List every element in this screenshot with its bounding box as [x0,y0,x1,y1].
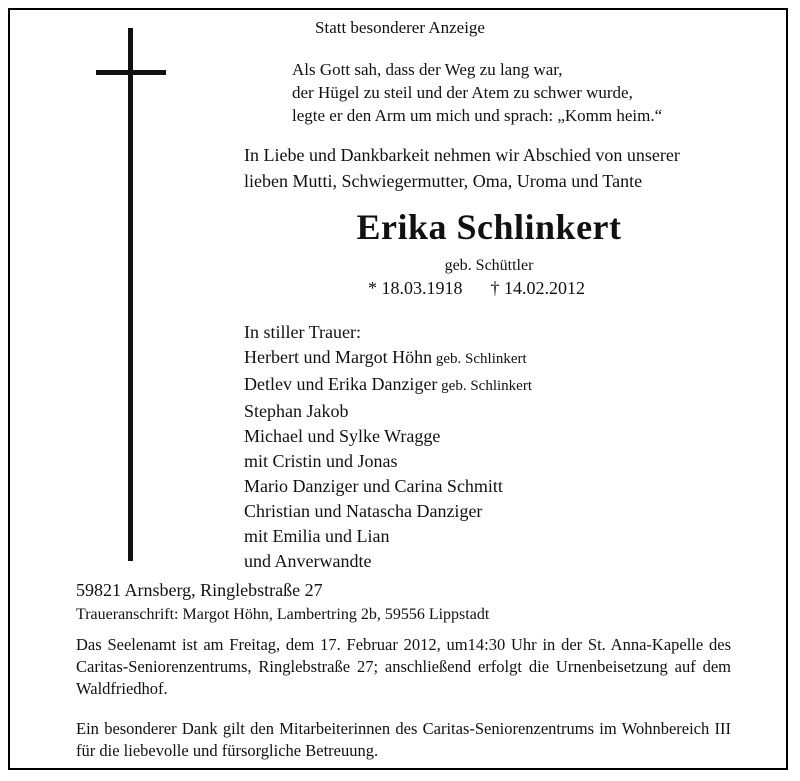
life-dates [368,278,585,299]
list-item: mit Emilia und Lian [244,526,390,546]
thanks-note: Ein besonderer Dank gilt den Mitarbeiterinnen des Caritas-Seniorenzentrums im Wohnbereich III für die liebevolle und fürsorgliche Betreuung. [76,719,731,760]
notice-heading: Statt besonderer Anzeige [315,18,485,37]
list-item: mit Cristin und Jonas [244,451,398,471]
maiden-name: geb. Schüttler [444,257,534,274]
poem-line: der Hügel zu steil und der Atem zu schwer wurde, [292,83,633,102]
list-item: Detlev und Erika Danziger geb. Schlinkert [244,374,532,394]
list-item: Stephan Jakob [244,401,349,421]
family-address: 59821 Arnsberg, Ringlebstraße 27 [76,580,323,600]
deceased-name: Erika Schlinkert [356,207,622,247]
intro-line: lieben Mutti, Schwiegermutter, Oma, Uroma und Tante [244,171,643,191]
list-item: Mario Danziger und Carina Schmitt [244,476,503,496]
list-item: Christian und Natascha Danziger [244,501,483,521]
birth-date: * 18.03.1918 [368,278,463,298]
list-item: Herbert und Margot Höhn geb. Schlinkert [244,347,527,367]
death-date: † 14.02.2012 [490,278,585,298]
list-item: Michael und Sylke Wragge [244,426,441,446]
poem [292,58,662,127]
maiden-note: geb. Schlinkert [437,378,532,394]
poem-line: Als Gott sah, dass der Weg zu lang war, [292,60,563,79]
intro-line: In Liebe und Dankbarkeit nehmen wir Abschied von unserer [244,145,680,165]
list-item: und Anverwandte [244,551,372,571]
obituary-notice [8,8,788,770]
mailing-address: Traueranschrift: Margot Höhn, Lambertring 2b, 59556 Lippstadt [76,606,490,623]
mourners-header: In stiller Trauer: [244,322,361,342]
service-info: Das Seelenamt ist am Freitag, dem 17. Februar 2012, um14:30 Uhr in der St. Anna-Kapelle des Caritas-Seniorenzentrums, Ringlebstraße 27; anschließend erfolgt die Urnenbeisetzung auf dem Waldfriedhof. [76,635,731,698]
maiden-note: geb. Schlinkert [432,351,527,367]
poem-line: legte er den Arm um mich und sprach: „Komm heim.“ [292,106,663,125]
mourners-list [244,320,532,574]
cross-icon-crossbar [96,70,166,75]
cross-icon [128,28,133,561]
intro-text [244,142,680,194]
